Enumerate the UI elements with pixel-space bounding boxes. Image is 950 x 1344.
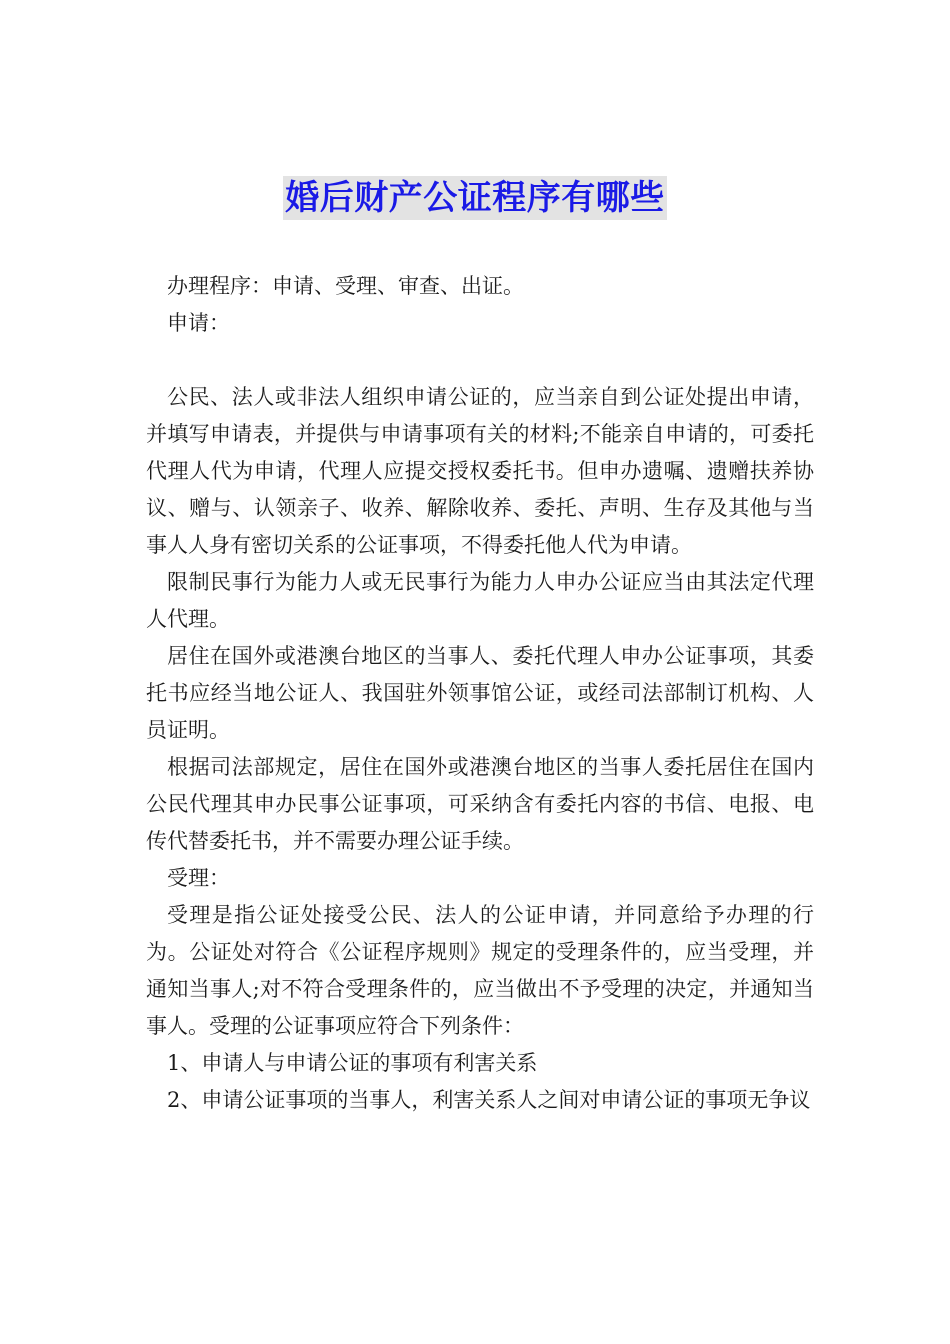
paragraph-procedure-overview: 办理程序：申请、受理、审查、出证。	[167, 274, 524, 298]
paragraph-application-rules: 公民、法人或非法人组织申请公证的，应当亲自到公证处提出申请，并填写申请表，并提供与申请事项有关的材料;不能亲自申请的，可委托代理人代为申请，代理人应提交授权委托书。但申办遗嘱、遗赠扶养协议、赠与、认领亲子、收养、解除收养、委托、声明、生存及其他与当事人人身有密切关系的公证事项，不得委托他人代为申请。	[146, 385, 814, 557]
document-body	[146, 268, 814, 1119]
section-heading-application: 申请：	[167, 311, 230, 335]
paragraph-overseas-agent: 居住在国外或港澳台地区的当事人、委托代理人申办公证事项，其委托书应经当地公证人、我国驻外领事馆公证，或经司法部制订机构、人员证明。	[146, 644, 814, 742]
title-container	[0, 176, 950, 220]
list-item-condition-2: 2、申请公证事项的当事人，利害关系人之间对申请公证的事项无争议	[167, 1088, 811, 1112]
list-item-condition-1: 1、申请人与申请公证的事项有利害关系	[167, 1051, 538, 1075]
paragraph-ministry-rule: 根据司法部规定，居住在国外或港澳台地区的当事人委托居住在国内公民代理其申办民事公证事项，可采纳含有委托内容的书信、电报、电传代替委托书，并不需要办理公证手续。	[146, 755, 814, 853]
paragraph-legal-guardian: 限制民事行为能力人或无民事行为能力人申办公证应当由其法定代理人代理。	[146, 570, 814, 631]
paragraph-acceptance-definition: 受理是指公证处接受公民、法人的公证申请，并同意给予办理的行为。公证处对符合《公证程序规则》规定的受理条件的，应当受理，并通知当事人;对不符合受理条件的，应当做出不予受理的决定，并通知当事人。受理的公证事项应符合下列条件：	[146, 903, 814, 1038]
section-heading-acceptance: 受理：	[167, 866, 230, 890]
document-title: 婚后财产公证程序有哪些	[285, 178, 665, 218]
